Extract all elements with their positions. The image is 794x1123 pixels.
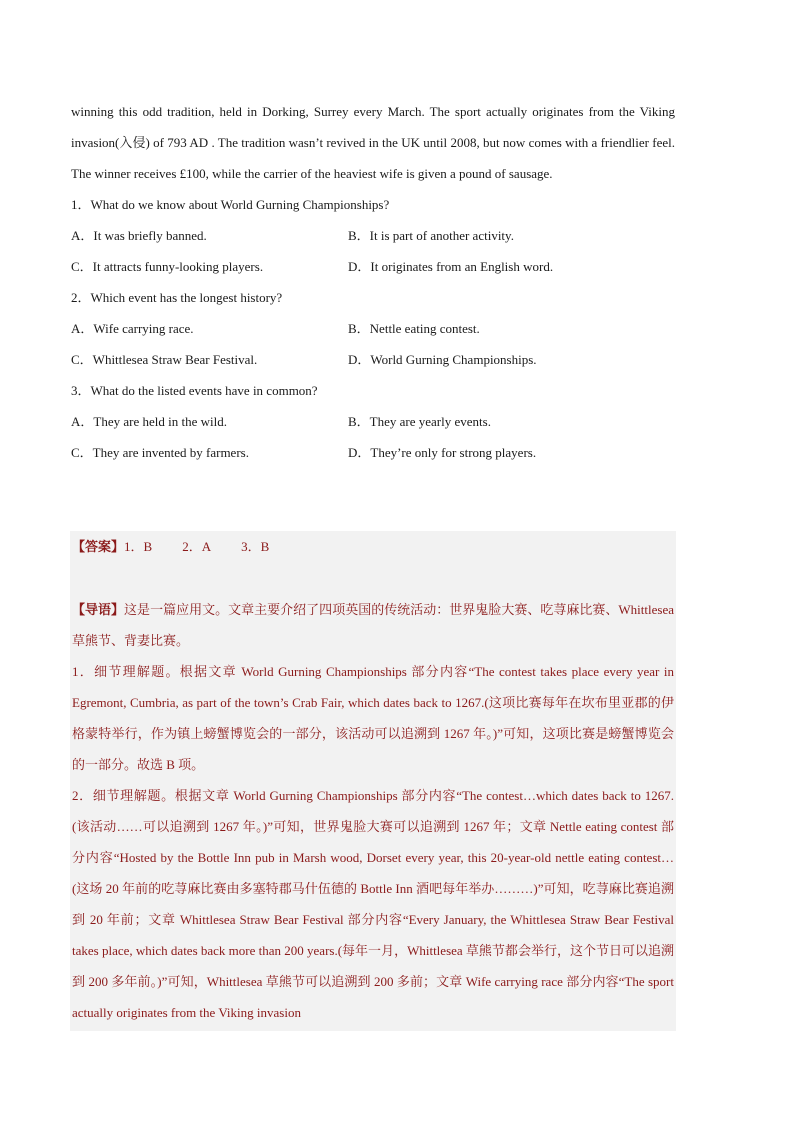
explanation-2: 2．细节理解题。根据文章 World Gurning Championships 部分内容“The contest…which dates back to 1267.(该活动……可以追溯到 1267 年。)”可知，世界鬼脸大赛可以追溯到 1267 年；文章 Nettle eating contest 部分内容“Hosted by the Bottle Inn pub in Marsh wood, Dorset every year, this 20-year-old nettle eating contest…(这场 20 年前的吃荨麻比赛由多塞特郡马什伍德的 Bottle Inn 酒吧每年举办………)”可知，吃荨麻比赛追溯到 20 年前；文章 Whittlesea Straw Bear Festival 部分内容“Every January, the Whittlesea Straw Bear Festival takes place, which dates back more than 200 years.(每年一月，Whittlesea 草熊节都会举行，这个节日可以追溯到 200 多年前。)”可知，Whittlesea 草熊节可以追溯到 200 多前；文章 Wife carrying race 部分内容“The sport actually originates from the Viking invasion xyxy=(72,788,674,1020)
option-d: D．They’re only for strong players. xyxy=(348,445,537,460)
question-stem: 2．Which event has the longest history? xyxy=(71,290,283,305)
guide-intro-paragraph xyxy=(72,594,674,656)
answer-explanation-box xyxy=(70,531,676,1031)
answer-item: 2．A xyxy=(182,539,212,554)
answer-line xyxy=(72,535,269,559)
option-c: C．Whittlesea Straw Bear Festival. xyxy=(71,352,258,367)
guide-intro: 这是一篇应用文。文章主要介绍了四项英国的传统活动：世界鬼脸大赛、吃荨麻比赛、Whittlesea 草熊节、背妻比赛。 xyxy=(72,602,674,648)
answer-item: 3．B xyxy=(241,539,270,554)
question-2 xyxy=(71,282,675,375)
option-row xyxy=(71,220,675,251)
option-b: B．They are yearly events. xyxy=(348,414,491,429)
option-b: B．Nettle eating contest. xyxy=(348,321,480,336)
option-row xyxy=(71,251,675,282)
question-stem: 3．What do the listed events have in common? xyxy=(71,383,318,398)
question-1 xyxy=(71,189,675,282)
passage-text: winning this odd tradition, held in Dorking, Surrey every March. The sport actually originates from the Viking invasion(入侵) of 793 AD . The tradition wasn’t revived in the UK until 2008, but now comes with a friendlier feel. The winner receives £100, while the carrier of the heaviest wife is given a pound of sausage. xyxy=(71,104,675,181)
option-a: A．They are held in the wild. xyxy=(71,414,227,429)
explanation-1: 1．细节理解题。根据文章 World Gurning Championships 部分内容“The contest takes place every year in Egremont, Cumbria, as part of the town’s Crab Fair, which dates back to 1267.(这项比赛每年在坎布里亚郡的伊格蒙特举行，作为镇上螃蟹博览会的一部分，该活动可以追溯到 1267 年。)”可知，这项比赛是螃蟹博览会的一部分。故选 B 项。 xyxy=(72,664,674,772)
question-stem: 1．What do we know about World Gurning Championships? xyxy=(71,197,390,212)
option-row xyxy=(71,437,675,468)
option-row xyxy=(71,406,675,437)
option-a: A．It was briefly banned. xyxy=(71,228,207,243)
guide-section xyxy=(72,594,674,1028)
option-row xyxy=(71,344,675,375)
document-page xyxy=(71,96,675,468)
option-d: D．It originates from an English word. xyxy=(348,259,554,274)
option-c: C．They are invented by farmers. xyxy=(71,445,249,460)
question-3 xyxy=(71,375,675,468)
reading-passage xyxy=(71,96,675,189)
option-a: A．Wife carrying race. xyxy=(71,321,194,336)
answer-item: 1．B xyxy=(124,539,153,554)
guide-tag: 【导语】 xyxy=(72,602,125,617)
option-c: C．It attracts funny-looking players. xyxy=(71,259,264,274)
option-b: B．It is part of another activity. xyxy=(348,228,514,243)
option-d: D．World Gurning Championships. xyxy=(348,352,537,367)
option-row xyxy=(71,313,675,344)
answer-tag: 【答案】 xyxy=(72,539,125,554)
